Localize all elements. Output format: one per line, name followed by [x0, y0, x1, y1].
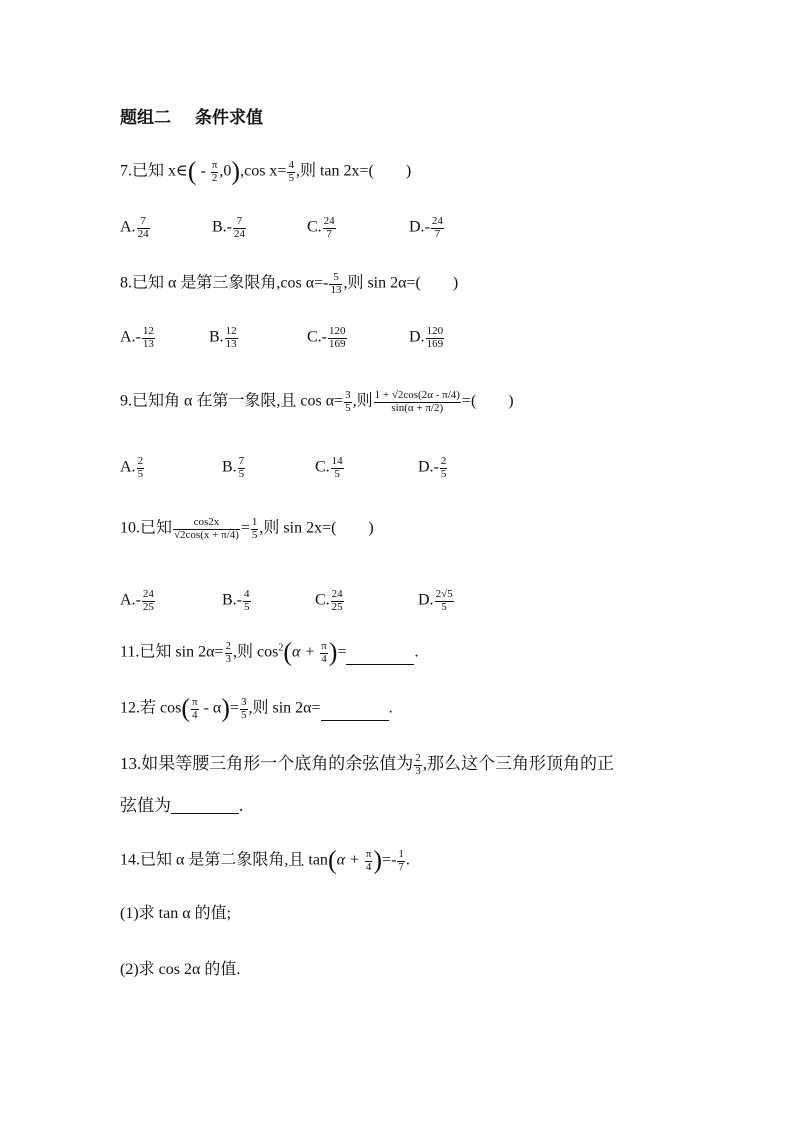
title-part1: 题组二 [120, 108, 171, 127]
q7-option-d[interactable]: D.- $\frac{24}{7}$ [409, 215, 443, 240]
q7-frac: $\frac{4}{5}$ [288, 159, 294, 184]
q8-option-d[interactable]: D. $\frac{120}{169}$ [409, 325, 444, 350]
question-11: 11.已知 sin 2α= $\frac{2}{3}$ ,则 $\cos^2(\alpha$ + $\frac{\pi}{4}$ )= . [120, 637, 419, 667]
question-14: 14.已知 α 是第二象限角,且 tan(α + $\frac{\pi}{4}$ )=- $\frac{1}{7}$ . [120, 845, 410, 875]
q10-option-b[interactable]: B.- $\frac{4}{5}$ [222, 588, 250, 613]
q7-option-a[interactable]: A. $\frac{7}{24}$ [120, 215, 149, 240]
question-8: 8.已知 α 是第三象限角,cos α=- $\frac{5}{13}$ ,则 sin 2α=( ) [120, 271, 459, 296]
q10-option-c[interactable]: C. $\frac{24}{25}$ [315, 588, 343, 613]
q9-option-a[interactable]: A. $\frac{2}{5}$ [120, 455, 144, 480]
q8-option-a[interactable]: A.- $\frac{12}{13}$ [120, 325, 154, 350]
q8-option-b[interactable]: B. $\frac{12}{13}$ [209, 325, 237, 350]
q9-option-d[interactable]: D.- $\frac{2}{5}$ [418, 455, 447, 480]
q11-answer-blank[interactable] [346, 650, 414, 665]
q10-option-d[interactable]: D. $\frac{2√5}{5}$ [418, 588, 453, 613]
q7-prefix: 7.已知 x∈ [120, 162, 188, 180]
question-14-part1: (1)求 tan α 的值; [120, 905, 232, 922]
q12-answer-blank[interactable] [321, 706, 389, 721]
question-13-line2: 弦值为 . [120, 796, 244, 815]
q10-option-a[interactable]: A.- $\frac{24}{25}$ [120, 588, 154, 613]
q8-option-c[interactable]: C.- $\frac{120}{169}$ [307, 325, 346, 350]
question-14-part2: (2)求 cos 2α 的值. [120, 961, 241, 978]
q7-tail: ,则 tan 2x=( ) [295, 162, 412, 180]
q13-answer-blank[interactable] [171, 799, 239, 814]
title-part2: 条件求值 [195, 108, 263, 127]
q9-option-b[interactable]: B. $\frac{7}{5}$ [222, 455, 245, 480]
q7-option-c[interactable]: C. $\frac{24}{7}$ [307, 215, 335, 240]
question-9: 9.已知角 α 在第一象限,且 cos α= $\frac{3}{5}$ ,则 $\frac{1 + √2\cos(2\alpha - \pi/4)}{\sin(\alpha + \pi/2)}$ =( ) [120, 389, 514, 414]
question-10: 10.已知 $\frac{\cos 2x}{√2\cos(x + \pi/4)}$ = $\frac{1}{5}$ ,则 sin 2x=( ) [120, 516, 374, 541]
q7-frac-pi2: $\frac{\pi}{2}$ [211, 159, 218, 184]
q9-expression: $\frac{1 + √2\cos(2\alpha - \pi/4)}{\sin(\alpha + \pi/2)}$ [374, 389, 460, 414]
q10-expression: $\frac{\cos 2x}{√2\cos(x + \pi/4)}$ [174, 516, 239, 541]
q9-option-c[interactable]: C. $\frac{14}{5}$ [315, 455, 343, 480]
question-13: 13.如果等腰三角形一个底角的余弦值为 $\frac{2}{3}$ ,那么这个三角形顶角的正 [120, 752, 614, 777]
section-title [120, 109, 263, 126]
question-12: 12.若 cos( $\frac{\pi}{4}$ - α)= $\frac{3}{5}$ ,则 sin 2α= . [120, 693, 393, 723]
q7-option-b[interactable]: B.- $\frac{7}{24}$ [212, 215, 245, 240]
question-7: 7.已知 x∈( - $\frac{\pi}{2}$ ,0),cos x= $\frac{4}{5}$ ,则 tan 2x=( ) [120, 156, 412, 186]
